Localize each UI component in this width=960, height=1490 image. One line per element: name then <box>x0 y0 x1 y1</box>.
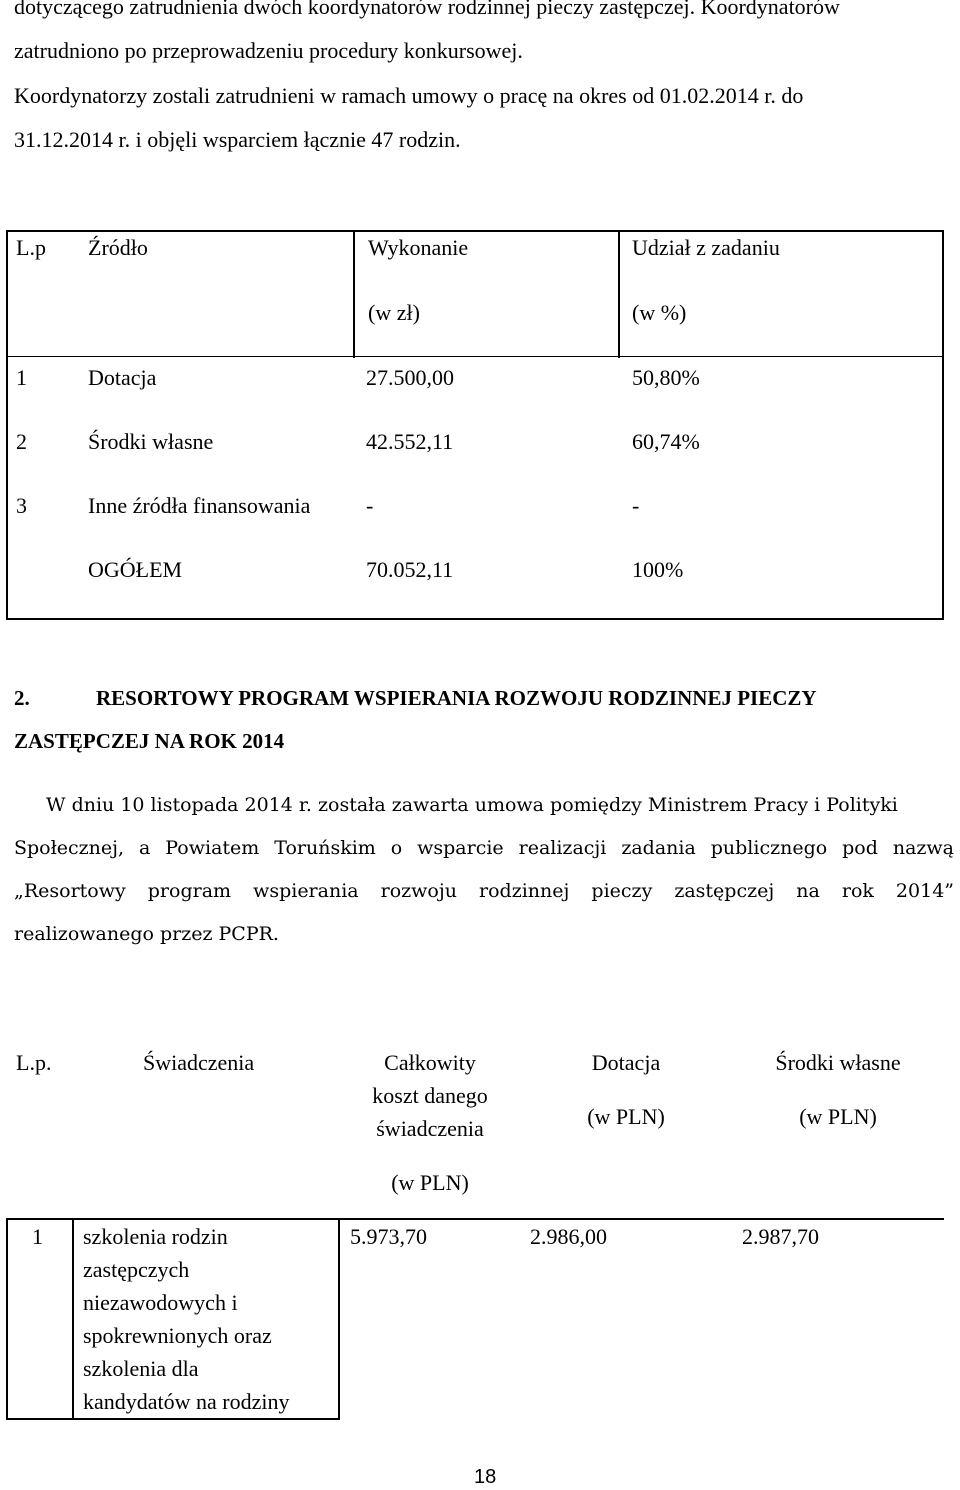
table1-row-lp: 2 <box>16 429 27 454</box>
table1-row-source: Dotacja <box>88 365 157 390</box>
table2-row-desc: zastępczych <box>83 1257 190 1282</box>
table1-header-source: Źródło <box>88 235 148 260</box>
para2-line-3: „Resortowy program wspierania rozwoju rodzinnej pieczy zastępczej na rok 2014” <box>14 880 954 902</box>
table2-header-grant-unit: (w PLN) <box>587 1104 665 1129</box>
intro-line-2: zatrudniono po przeprowadzeniu procedury konkursowej. <box>14 38 523 63</box>
intro-line-1: dotyczącego zatrudnienia dwóch koordynatorów rodzinnej pieczy zastępczej. Koordynatorów <box>14 0 840 19</box>
table2-row-own: 2.987,70 <box>742 1224 819 1249</box>
table2-header-grant: Dotacja <box>591 1050 661 1075</box>
table1-row-lp: 3 <box>16 493 27 518</box>
para2-line-1: W dniu 10 listopada 2014 r. została zawarta umowa pomiędzy Ministrem Pracy i Polityki <box>46 794 898 816</box>
table1-row-share: - <box>632 493 640 518</box>
table1-row-exec: 42.552,11 <box>366 429 454 454</box>
intro-line-4: 31.12.2014 r. i objęli wsparciem łącznie 47 rodzin. <box>14 127 461 152</box>
para2-line-4: realizowanego przez PCPR. <box>14 923 279 945</box>
table1-row-share: 50,80% <box>632 365 700 390</box>
intro-line-3: Koordynatorzy zostali zatrudnieni w ramach umowy o pracę na okres od 01.02.2014 r. do <box>14 83 804 108</box>
table1-header-lp: L.p <box>16 235 46 260</box>
page-number: 18 <box>474 1466 497 1488</box>
para2-line-2: Społecznej, a Powiatem Toruńskim o wsparcie realizacji zadania publicznego pod nazwą <box>14 837 954 859</box>
table2-row-desc: kandydatów na rodziny <box>83 1389 290 1414</box>
table1-total-label: OGÓŁEM <box>88 557 183 582</box>
table1-row-source: Środki własne <box>88 429 214 454</box>
table1-row-lp: 1 <box>16 365 27 390</box>
table2-header-total: Całkowity <box>384 1050 476 1075</box>
table2-header-own-unit: (w PLN) <box>799 1104 877 1129</box>
table1-row-exec: 27.500,00 <box>366 365 454 390</box>
table1-header-exec-unit: (w zł) <box>368 300 420 325</box>
table2-header-benefits: Świadczenia <box>143 1050 255 1075</box>
table2-header-total-unit: (w PLN) <box>391 1170 469 1195</box>
section-title-line-1: RESORTOWY PROGRAM WSPIERANIA ROZWOJU RODZINNEJ PIECZY <box>96 686 817 710</box>
table2-row-desc: szkolenia rodzin <box>83 1224 228 1249</box>
table1-total-share: 100% <box>632 557 684 582</box>
table2-row-desc: szkolenia dla <box>83 1356 199 1381</box>
table2-header-own: Środki własne <box>775 1050 901 1075</box>
table1-header-share: Udział z zadaniu <box>632 235 780 260</box>
table2-row-desc: niezawodowych i <box>83 1290 238 1315</box>
section-number: 2. <box>14 686 30 710</box>
table2-row-grant: 2.986,00 <box>530 1224 607 1249</box>
table1-header-exec: Wykonanie <box>368 235 469 260</box>
table2-header-lp: L.p. <box>16 1050 52 1075</box>
table2-header-total: świadczenia <box>376 1116 484 1141</box>
table1-row-share: 60,74% <box>632 429 700 454</box>
table2-header-total: koszt danego <box>372 1083 488 1108</box>
table1-row-source: Inne źródła finansowania <box>88 493 311 518</box>
section-title-line-2: ZASTĘPCZEJ NA ROK 2014 <box>14 729 285 753</box>
table2-row-total: 5.973,70 <box>350 1224 427 1249</box>
table2-row-desc: spokrewnionych oraz <box>83 1323 272 1348</box>
table1-row-exec: - <box>366 493 374 518</box>
table2-row-lp: 1 <box>32 1224 43 1249</box>
table1-total-exec: 70.052,11 <box>366 557 454 582</box>
table1-header-share-unit: (w %) <box>632 300 687 325</box>
